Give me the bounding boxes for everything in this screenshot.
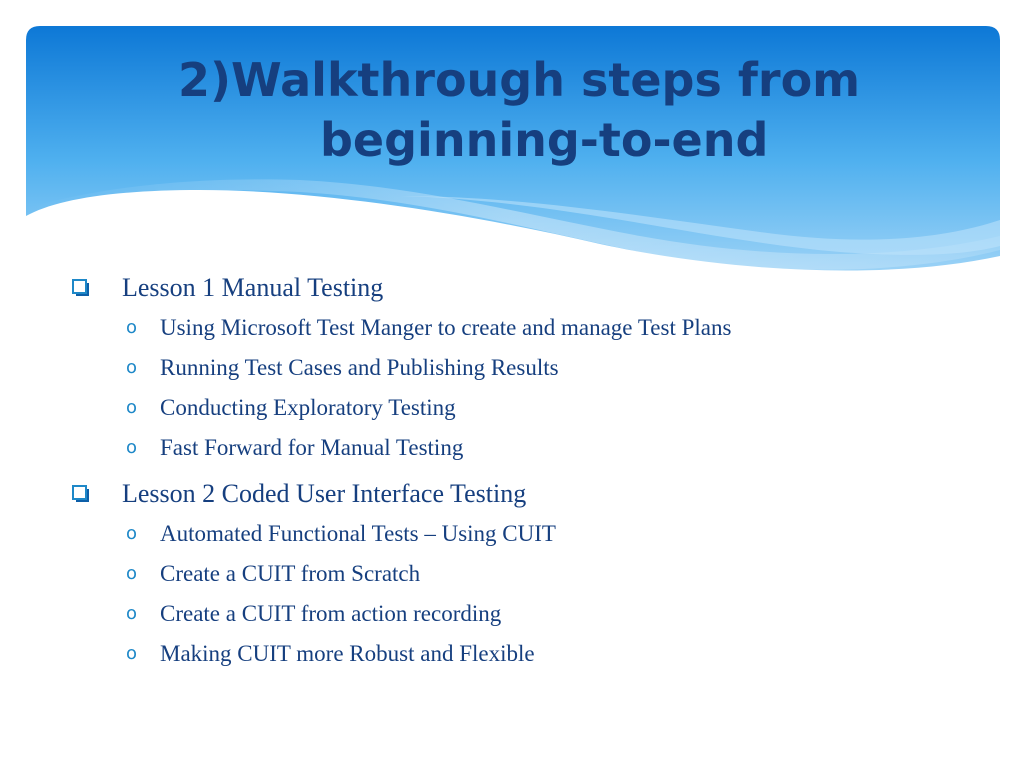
hollow-square-bullet-icon [72,279,90,297]
lesson-1 [72,268,972,468]
hollow-circle-bullet-icon: o [126,397,138,418]
list-item-text: Conducting Exploratory Testing [160,395,456,420]
slide-title-line-1: 2)Walkthrough steps from [178,53,861,107]
hollow-circle-bullet-icon: o [126,523,138,544]
list-item [72,514,972,554]
list-item [72,388,972,428]
list-item [72,428,972,468]
list-item-text: Using Microsoft Test Manger to create and manage Test Plans [160,315,732,340]
list-item [72,594,972,634]
lesson-2-topics [72,514,972,674]
list-item-text: Create a CUIT from Scratch [160,561,421,586]
slide-title [150,50,890,170]
hollow-circle-bullet-icon: o [126,437,138,458]
slide-title-line-2: beginning-to-end [320,113,769,167]
hollow-circle-bullet-icon: o [126,643,138,664]
lesson-2-label: Lesson 2 Coded User Interface Testing [122,479,527,508]
list-item [72,554,972,594]
hollow-square-bullet-icon [72,485,90,503]
list-item-text: Fast Forward for Manual Testing [160,435,464,460]
hollow-circle-bullet-icon: o [126,357,138,378]
list-item-text: Automated Functional Tests – Using CUIT [160,521,556,546]
lesson-2 [72,474,972,674]
list-item [72,308,972,348]
lesson-1-topics [72,308,972,468]
list-item-text: Making CUIT more Robust and Flexible [160,641,535,666]
hollow-circle-bullet-icon: o [126,563,138,584]
hollow-circle-bullet-icon: o [126,317,138,338]
lesson-2-heading [72,474,972,514]
bullet-content [72,268,972,674]
list-item-text: Create a CUIT from action recording [160,601,502,626]
lesson-1-label: Lesson 1 Manual Testing [122,273,384,302]
hollow-circle-bullet-icon: o [126,603,138,624]
list-item [72,348,972,388]
list-item-text: Running Test Cases and Publishing Results [160,355,559,380]
lesson-1-heading [72,268,972,308]
list-item [72,634,972,674]
